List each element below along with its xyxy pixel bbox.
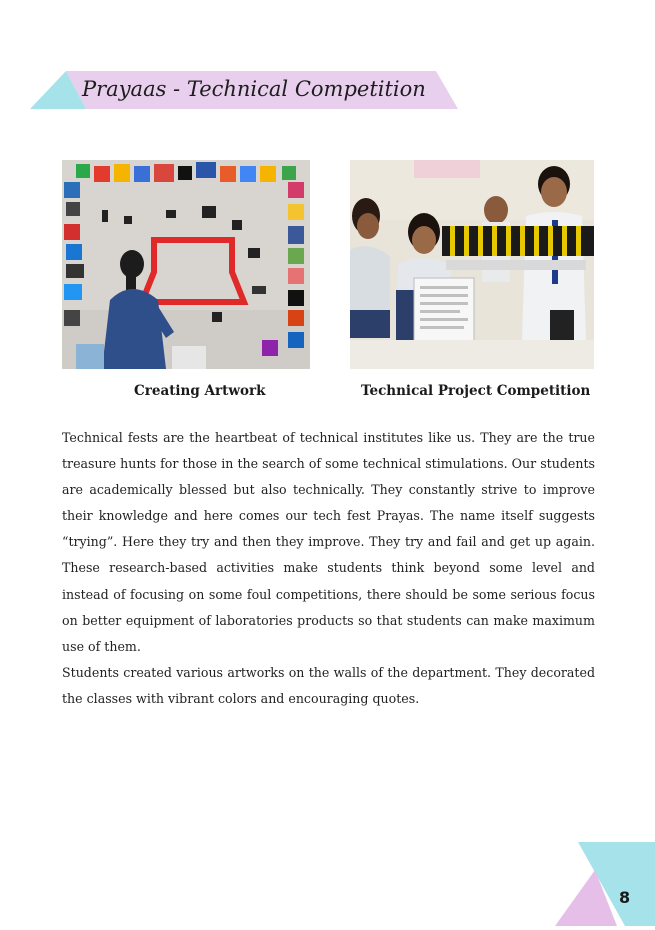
body-paragraph: Students created various artworks on the walls of the department. They decorated the classes with vibrant colors and encouraging quotes. bbox=[62, 664, 595, 706]
project-caption: Technical Project Competition bbox=[361, 383, 591, 399]
artwork-caption: Creating Artwork bbox=[134, 383, 266, 399]
body-text bbox=[62, 425, 595, 712]
page-number: 8 bbox=[619, 888, 631, 907]
project-photo bbox=[350, 160, 594, 369]
artwork-photo bbox=[62, 160, 310, 369]
corner-decoration bbox=[555, 842, 655, 926]
body-paragraph: Technical fests are the heartbeat of technical institutes like us. They are the true treasure hunts for those in the search of some technical stimulations. Our students are academically blessed but also technically. They constantly strive to improve their knowledge and here comes our tech fest Prayas. The name itself suggests “trying”. Here they try and then they improve. They try and fail and get up again. These research-based activities make students think beyond some level and instead of focusing on some foul competitions, there should be some serious focus on better equipment of laboratories products so that students can make maximum use of them. bbox=[62, 430, 595, 654]
page-title: Prayaas - Technical Competition bbox=[82, 77, 426, 101]
